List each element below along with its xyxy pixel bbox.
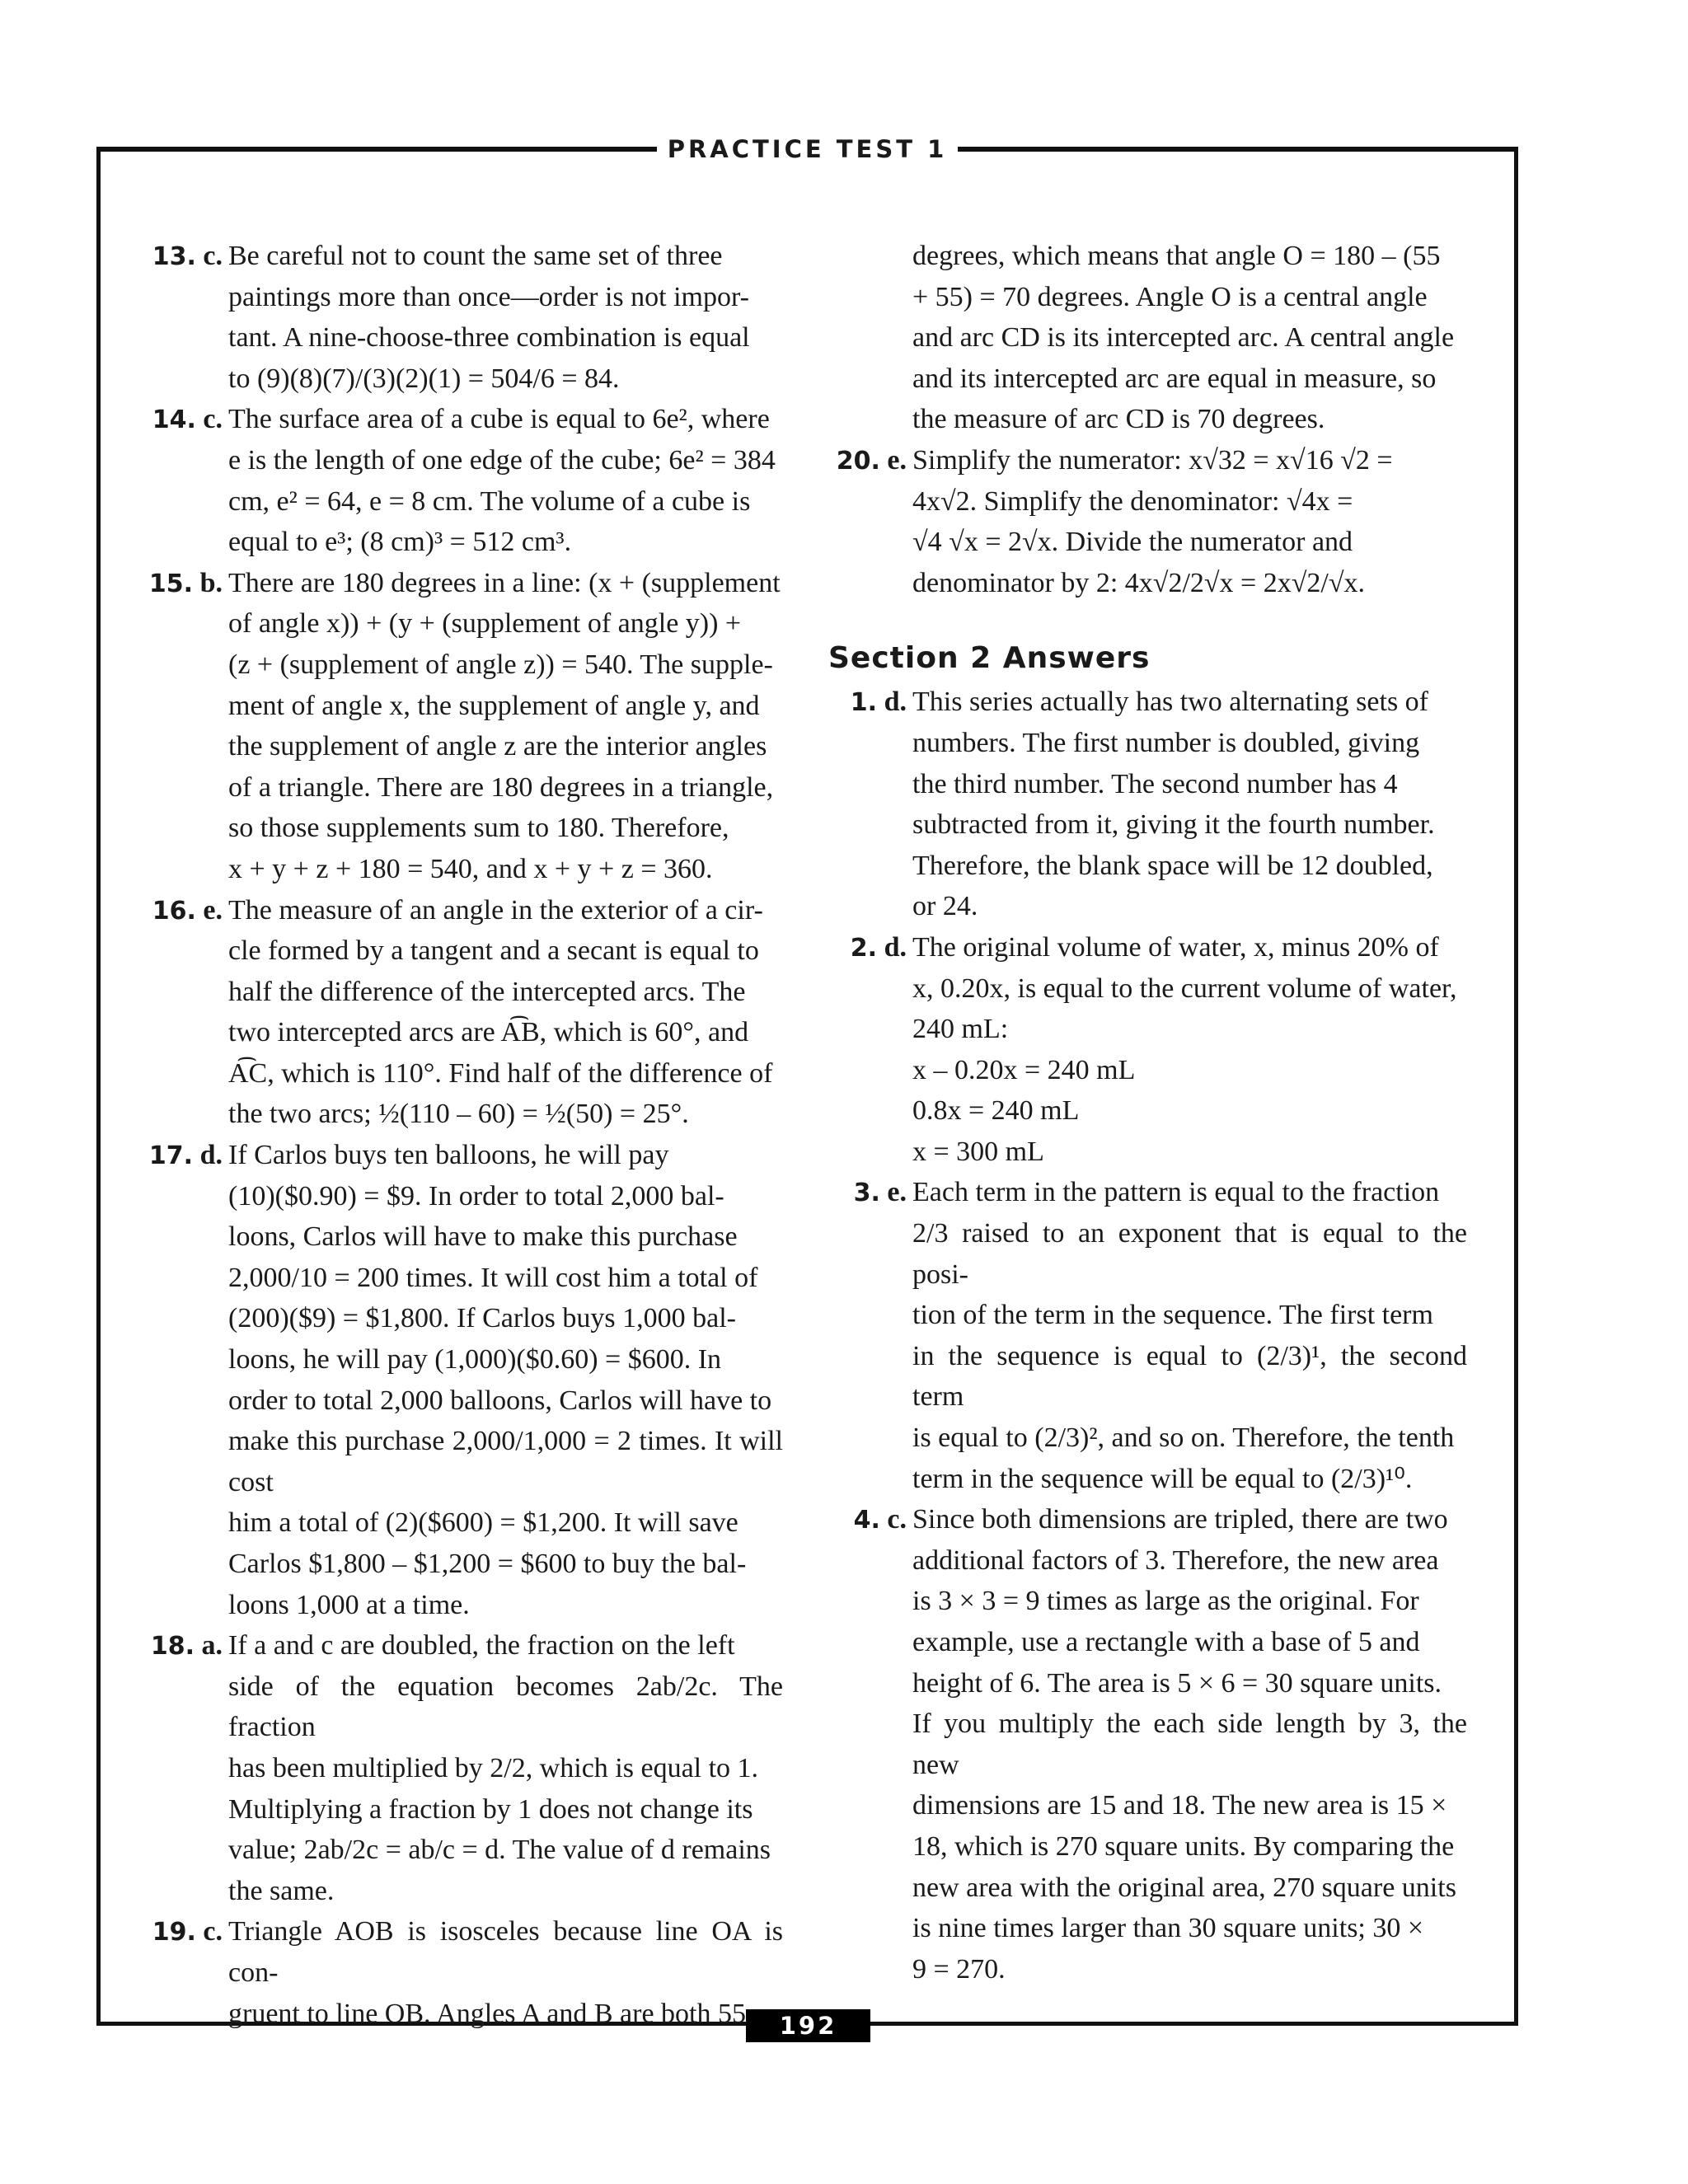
answer-number — [144, 1625, 223, 1667]
explanation-line: side of the equation becomes 2ab/2c. The fraction — [228, 1671, 783, 1743]
section-1-answer-20 — [828, 440, 1467, 603]
question-number: 15. — [148, 569, 194, 598]
explanation-line: term in the sequence will be equal to (2/3)¹⁰. — [912, 1463, 1413, 1494]
answer-explanation — [228, 1911, 783, 2034]
answer-letter: a. — [201, 1630, 223, 1661]
explanation-line: additional factors of 3. Therefore, the new area — [912, 1544, 1439, 1576]
explanation-line: If a and c are doubled, the fraction on the left — [228, 1630, 735, 1661]
footer-rule-right — [870, 2022, 1518, 2026]
section-2-heading: Section 2 Answers — [828, 641, 1151, 676]
section-1-answer-18 — [144, 1625, 783, 1911]
answer-letter: d. — [884, 931, 907, 963]
explanation-line: 2,000/10 = 200 times. It will cost him a total of — [228, 1262, 758, 1293]
frame-right-border — [1514, 147, 1518, 2026]
question-number: 1. — [850, 688, 878, 718]
answer-number — [144, 399, 223, 441]
explanation-line: x – 0.20x = 240 mL — [912, 1054, 1136, 1085]
explanation-line: new area with the original area, 270 square units — [912, 1872, 1456, 1903]
explanation-line: half the difference of the intercepted arcs. The — [228, 976, 746, 1007]
header-rule-left — [96, 147, 657, 152]
explanation-line: the supplement of angle z are the interior angles — [228, 731, 767, 762]
answer-explanation — [228, 399, 783, 562]
explanation-line: and arc CD is its intercepted arc. A central angle — [912, 322, 1455, 354]
answer-explanation — [912, 440, 1467, 603]
explanation-line: make this purchase 2,000/1,000 = 2 times. It will cost — [228, 1426, 783, 1497]
explanation-line: the two arcs; ½(110 – 60) = ½(50) = 25°. — [228, 1099, 689, 1130]
page-header-title: PRACTICE TEST 1 — [667, 135, 948, 163]
explanation-line: A͡C, which is 110°. Find half of the difference of — [228, 1057, 773, 1089]
explanation-line: or 24. — [912, 891, 978, 922]
explanation-line: Each term in the pattern is equal to the fraction — [912, 1177, 1440, 1208]
answer-explanation — [228, 890, 783, 1136]
answer-number — [828, 927, 907, 969]
answer-letter: c. — [203, 241, 223, 271]
explanation-line: x = 300 mL — [912, 1136, 1044, 1167]
frame-left-border — [96, 147, 101, 2026]
explanation-line: height of 6. The area is 5 × 6 = 30 square units. — [912, 1667, 1442, 1699]
explanation-line: in the sequence is equal to (2/3)¹, the second term — [912, 1340, 1467, 1413]
question-number: 18. — [150, 1632, 195, 1661]
question-number: 13. — [152, 242, 196, 271]
explanation-line: so those supplements sum to 180. Therefore, — [228, 813, 729, 844]
section-1-answer-16 — [144, 890, 783, 1136]
section-1-answer-13 — [144, 236, 783, 399]
explanation-line: Therefore, the blank space will be 12 doubled, — [912, 850, 1433, 881]
explanation-line: The surface area of a cube is equal to 6e², where — [228, 404, 770, 435]
answer-letter: d. — [884, 687, 907, 718]
answer-explanation — [228, 236, 783, 399]
explanation-line: is nine times larger than 30 square units; 30 × — [912, 1913, 1424, 1944]
header-rule-right — [958, 147, 1518, 152]
explanation-line: is 3 × 3 = 9 times as large as the original. For — [912, 1586, 1419, 1617]
explanation-line: and its intercepted arc are equal in measure, so — [912, 363, 1437, 394]
explanation-line: If Carlos buys ten balloons, he will pay — [228, 1140, 669, 1171]
explanation-line: The measure of an angle in the exterior of a cir- — [228, 894, 763, 926]
section-2-answer-3 — [828, 1172, 1467, 1499]
explanation-line: + 55) = 70 degrees. Angle O is a central angle — [912, 281, 1428, 312]
explanation-line: has been multiplied by 2/2, which is equal to 1. — [228, 1752, 759, 1783]
explanation-line: of angle x)) + (y + (supplement of angle y)) + — [228, 608, 742, 640]
explanation-line: equal to e³; (8 cm)³ = 512 cm³. — [228, 527, 572, 558]
answer-number — [828, 440, 907, 482]
explanation-line: 240 mL: — [912, 1014, 1009, 1045]
explanation-line: 4x√2. Simplify the denominator: √4x = — [912, 485, 1353, 517]
question-number: 2. — [850, 933, 878, 963]
explanation-line: example, use a rectangle with a base of 5 and — [912, 1627, 1420, 1657]
question-number: 3. — [853, 1179, 880, 1208]
explanation-line: 0.8x = 240 mL — [912, 1095, 1080, 1127]
explanation-line: denominator by 2: 4x√2/2√x = 2x√2/√x. — [912, 567, 1365, 598]
explanation-line: cle formed by a tangent and a secant is equal to — [228, 935, 759, 967]
explanation-line: order to total 2,000 balloons, Carlos will have to — [228, 1385, 772, 1416]
answer-19-continuation — [828, 236, 1467, 440]
section-2-answer-1 — [828, 682, 1467, 927]
question-number: 19. — [152, 1918, 196, 1947]
answer-letter: e. — [887, 1177, 907, 1208]
answer-number — [828, 682, 907, 724]
explanation-line: (z + (supplement of angle z)) = 540. The supple- — [228, 649, 773, 680]
answer-number — [144, 1911, 223, 1953]
explanation-line: (10)($0.90) = $9. In order to total 2,000 bal- — [228, 1180, 724, 1212]
explanation-line: Triangle AOB is isosceles because line OA is con- — [228, 1916, 783, 1988]
answer-number — [144, 236, 223, 278]
question-number: 20. — [836, 446, 880, 476]
answer-explanation — [912, 682, 1467, 927]
answer-explanation — [912, 927, 1467, 1173]
explanation-line: cm, e² = 64, e = 8 cm. The volume of a cube is — [228, 485, 751, 517]
section-1-answer-14 — [144, 399, 783, 562]
explanation-line: numbers. The first number is doubled, giving — [912, 727, 1420, 758]
explanation-line: tant. A nine-choose-three combination is equal — [228, 322, 750, 354]
answer-letter: c. — [203, 1916, 223, 1947]
right-column — [828, 236, 1467, 1990]
explanation-line: The original volume of water, x, minus 20% of — [912, 931, 1439, 963]
explanation-line: Simplify the numerator: x√32 = x√16 √2 = — [912, 444, 1393, 476]
answer-letter: e. — [887, 444, 907, 476]
explanation-line: paintings more than once—order is not impor- — [228, 281, 749, 312]
explanation-line: 9 = 270. — [912, 1953, 1006, 1985]
explanation-line: x, 0.20x, is equal to the current volume of water, — [912, 972, 1457, 1004]
explanation-line: Be careful not to count the same set of three — [228, 241, 723, 271]
question-number: 16. — [152, 896, 196, 926]
question-number: 4. — [853, 1506, 880, 1535]
answer-number — [828, 1499, 907, 1541]
answer-number — [828, 1172, 907, 1214]
explanation-line: (200)($9) = $1,800. If Carlos buys 1,000 bal- — [228, 1303, 736, 1334]
explanation-line: subtracted from it, giving it the fourth number. — [912, 809, 1435, 841]
page-number: 192 — [746, 2009, 870, 2042]
explanation-line: This series actually has two alternating sets of — [912, 687, 1428, 718]
explanation-line: the measure of arc CD is 70 degrees. — [912, 404, 1325, 435]
explanation-line: ment of angle x, the supplement of angle y, and — [228, 690, 760, 721]
explanation-line: Multiplying a fraction by 1 does not change its — [228, 1793, 753, 1825]
answer-explanation — [228, 563, 783, 890]
answer-number — [144, 890, 223, 932]
answer-letter: c. — [203, 404, 223, 435]
question-number: 17. — [148, 1141, 194, 1171]
explanation-line: him a total of (2)($600) = $1,200. It will save — [228, 1507, 738, 1539]
explanation-line: tion of the term in the sequence. The first term — [912, 1300, 1433, 1331]
answer-explanation — [228, 1625, 783, 1911]
answer-explanation — [912, 1499, 1467, 1990]
explanation-line: two intercepted arcs are A͡B, which is 60°, and — [228, 1017, 749, 1048]
explanation-line: Carlos $1,800 – $1,200 = $600 to buy the bal- — [228, 1549, 747, 1579]
section-2-answer-4 — [828, 1499, 1467, 1990]
answer-explanation — [228, 1135, 783, 1625]
explanation-line: loons, Carlos will have to make this purchase — [228, 1221, 738, 1253]
explanation-line: x + y + z + 180 = 540, and x + y + z = 360. — [228, 853, 713, 884]
explanation-line: loons 1,000 at a time. — [228, 1589, 470, 1620]
answer-number — [144, 563, 223, 605]
explanation-line: value; 2ab/2c = ab/c = d. The value of d remains — [228, 1835, 771, 1866]
explanation-line: dimensions are 15 and 18. The new area is 15 × — [912, 1790, 1447, 1821]
explanation-line: 2/3 raised to an exponent that is equal to the posi- — [912, 1218, 1467, 1290]
explanation-line: There are 180 degrees in a line: (x + (supplement — [228, 567, 781, 598]
explanation-line: the same. — [228, 1875, 335, 1906]
answer-letter: c. — [887, 1504, 907, 1535]
explanation-line: loons, he will pay (1,000)($0.60) = $600. In — [228, 1344, 722, 1376]
answer-explanation — [912, 1172, 1467, 1499]
left-column — [144, 236, 783, 2034]
explanation-line: √4 √x = 2√x. Divide the numerator and — [912, 527, 1353, 558]
answer-letter: e. — [203, 894, 223, 926]
section-1-answer-19 — [144, 1911, 783, 2034]
section-1-answer-17 — [144, 1135, 783, 1625]
explanation-line: 18, which is 270 square units. By comparing the — [912, 1830, 1455, 1862]
explanation-line: is equal to (2/3)², and so on. Therefore, the tenth — [912, 1422, 1455, 1454]
explanation-line: If you multiply the each side length by 3, the new — [912, 1708, 1467, 1780]
answer-letter: d. — [199, 1140, 223, 1171]
answer-number — [144, 1135, 223, 1177]
question-number: 14. — [152, 405, 196, 435]
explanation-line: gruent to line OB. Angles A and B are both 55 — [228, 1998, 746, 2029]
explanation-line: to (9)(8)(7)/(3)(2)(1) = 504/6 = 84. — [228, 363, 620, 394]
section-1-answer-15 — [144, 563, 783, 890]
explanation-line: e is the length of one edge of the cube; 6e² = 384 — [228, 444, 776, 476]
explanation-line: Since both dimensions are tripled, there are two — [912, 1504, 1448, 1535]
section-2-answer-2 — [828, 927, 1467, 1173]
answer-letter: b. — [199, 567, 223, 598]
explanation-line: degrees, which means that angle O = 180 – (55 — [912, 241, 1441, 271]
explanation-line: of a triangle. There are 180 degrees in a triangle, — [228, 771, 774, 803]
explanation-line: the third number. The second number has 4 — [912, 768, 1398, 799]
